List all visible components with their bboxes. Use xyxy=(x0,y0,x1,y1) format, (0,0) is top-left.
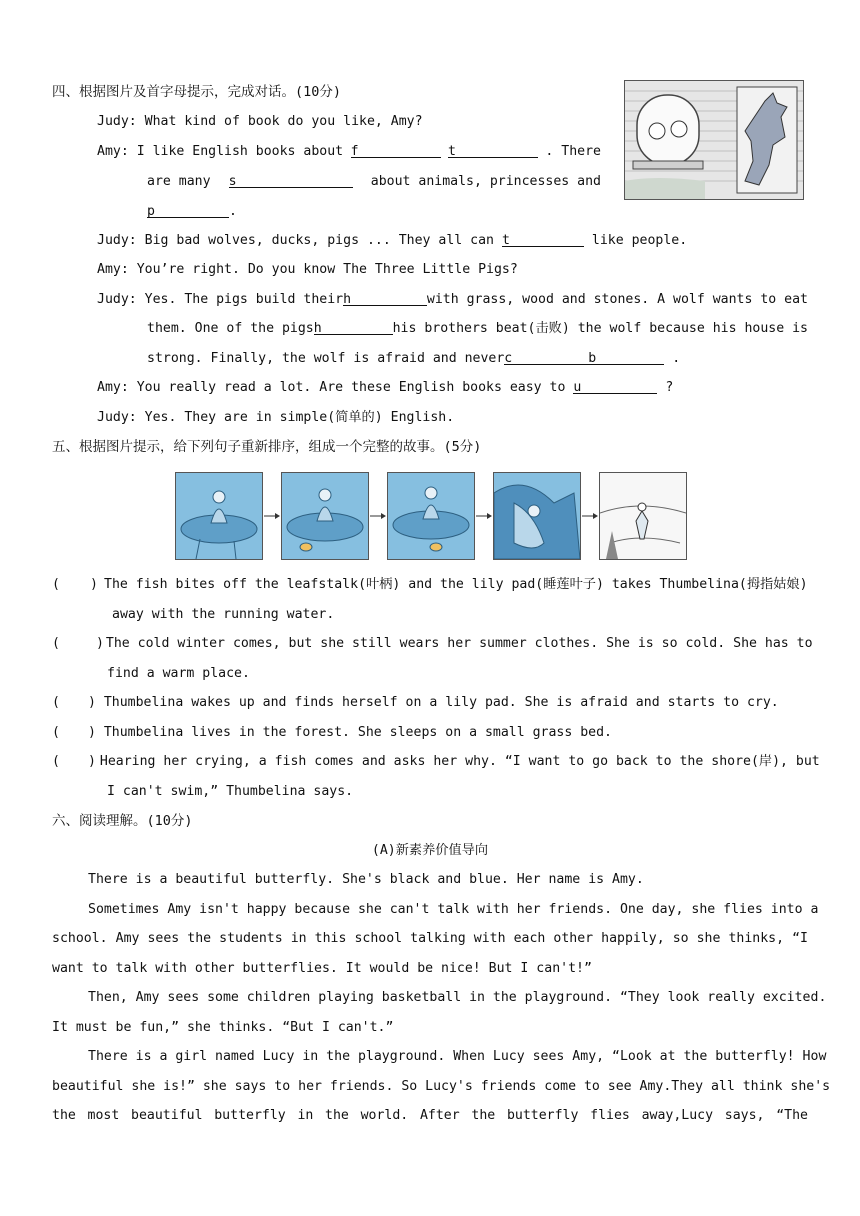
passage-line: want to talk with other butterflies. It would be nice! But I can't!” xyxy=(52,961,592,976)
passage-line: Then, Amy sees some children playing basketball in the playground. “They look really excited. xyxy=(88,990,827,1005)
three-little-pigs-picture xyxy=(624,80,804,200)
dialogue-line-6: Amy: You’re right. Do you know The Three Little Pigs? xyxy=(97,262,518,277)
order-item-1: ( ) The fish bites off the leafstalk(叶柄) and the lily pad(睡莲叶子) takes Thumbelina(拇指姑娘) xyxy=(52,575,808,595)
passage-line: school. Amy sees the students in this school talking with each other happily, so she thinks, “I xyxy=(52,931,808,946)
wolf-at-brick-house-illustration xyxy=(625,81,803,199)
order-item-5-cont: I can't swim,” Thumbelina says. xyxy=(107,784,354,799)
line-text: Amy: I like English books about xyxy=(97,144,344,159)
dialogue-line-11: Judy: Yes. They are in simple(简单的) English. xyxy=(97,410,455,425)
answer-blank-t2[interactable]: t xyxy=(502,231,584,247)
answer-blank-p[interactable]: p xyxy=(147,202,229,218)
order-item-2-cont: find a warm place. xyxy=(107,666,250,681)
passage-line: There is a girl named Lucy in the playground. When Lucy sees Amy, “Look at the butterfly! How xyxy=(88,1049,827,1064)
dialogue-line-7: Judy: Yes. The pigs build their h with grass, wood and stones. A wolf wants to eat xyxy=(97,292,808,307)
thumbelina-on-lily-pad-picture xyxy=(176,473,262,559)
story-picture-5 xyxy=(599,472,687,560)
story-picture-2 xyxy=(281,472,369,560)
section6-title: 六、阅读理解。(10分) xyxy=(52,813,193,829)
story-picture-3 xyxy=(387,472,475,560)
dialogue-line-4: p . xyxy=(147,204,237,219)
section4-title: 四、根据图片及首字母提示，完成对话。(10分) xyxy=(52,84,342,100)
order-item-1-cont: away with the running water. xyxy=(112,607,335,622)
answer-blank-s[interactable]: s xyxy=(229,172,353,188)
arrow-right-icon xyxy=(369,511,387,521)
dialogue-line-10: Amy: You really read a lot. Are these English books easy to u ? xyxy=(97,380,674,395)
answer-blank-c[interactable]: c xyxy=(504,349,588,365)
dialogue-line-8: them. One of the pigs h his brothers beat(击败) the wolf because his house is xyxy=(147,321,808,336)
order-item-4: ( ) Thumbelina lives in the forest. She sleeps on a small grass bed. xyxy=(52,723,612,743)
dialogue-line-2 xyxy=(97,142,601,162)
dialogue-line-1: Judy: What kind of book do you like, Amy? xyxy=(97,114,423,129)
dialogue-line-9: strong. Finally, the wolf is afraid and neverc b . xyxy=(147,351,681,366)
order-item-5: ( ) Hearing her crying, a fish comes and asks her why. “I want to go back to the shore(岸), but xyxy=(52,752,808,772)
fish-bites-leafstalk-picture xyxy=(388,473,474,559)
passage-line: the most beautiful butterfly in the world. After the butterfly flies away,Lucy says, “The xyxy=(52,1108,808,1123)
order-answer-box[interactable]: ( ) xyxy=(52,754,96,769)
line-text: are many xyxy=(147,174,211,189)
order-item-3: ( ) Thumbelina wakes up and finds herself on a lily pad. She is afraid and starts to cry. xyxy=(52,693,779,713)
arrow-right-icon xyxy=(475,511,493,521)
section5-title: 五、根据图片提示，给下列句子重新排序，组成一个完整的故事。(5分) xyxy=(52,439,482,455)
dialogue-line-5: Judy: Big bad wolves, ducks, pigs ... They all can t like people. xyxy=(97,233,688,248)
thumbelina-in-winter-picture xyxy=(600,473,686,559)
passage-line: It must be fun,” she thinks. “But I can't.” xyxy=(52,1020,394,1035)
answer-blank-u[interactable]: u xyxy=(573,378,657,394)
answer-blank-h[interactable]: h xyxy=(343,290,427,306)
passage-line: Sometimes Amy isn't happy because she can't talk with her friends. One day, she flies into a xyxy=(88,902,819,917)
arrow-right-icon xyxy=(581,511,599,521)
order-answer-box[interactable]: ( ) xyxy=(52,725,96,740)
order-answer-box[interactable]: ( ) xyxy=(52,577,98,592)
order-answer-box[interactable]: ( ) xyxy=(52,695,96,710)
story-picture-4 xyxy=(493,472,581,560)
dialogue-line-3 xyxy=(147,172,601,192)
passage-line: beautiful she is!” she says to her friends. So Lucy's friends come to see Amy.They all think she's xyxy=(52,1079,831,1094)
order-answer-box[interactable]: ( ) xyxy=(52,636,104,651)
story-picture-1 xyxy=(175,472,263,560)
line-text: . There xyxy=(545,144,601,159)
answer-blank-h2[interactable]: h xyxy=(314,319,393,335)
answer-blank-f[interactable]: f xyxy=(351,142,441,158)
passage-subtitle: (A)新素养价值导向 xyxy=(371,843,489,858)
fish-near-lily-pad-picture xyxy=(282,473,368,559)
arrow-right-icon xyxy=(263,511,281,521)
answer-blank-t[interactable]: t xyxy=(448,142,538,158)
line-text: about animals, princesses and xyxy=(370,174,601,189)
order-item-2: ( ) The cold winter comes, but she still wears her summer clothes. She is so cold. She has to xyxy=(52,634,808,654)
answer-blank-b[interactable]: b xyxy=(588,349,664,365)
passage-line: There is a beautiful butterfly. She's black and blue. Her name is Amy. xyxy=(88,872,644,887)
thumbelina-sleeping-in-forest-picture xyxy=(494,473,580,559)
